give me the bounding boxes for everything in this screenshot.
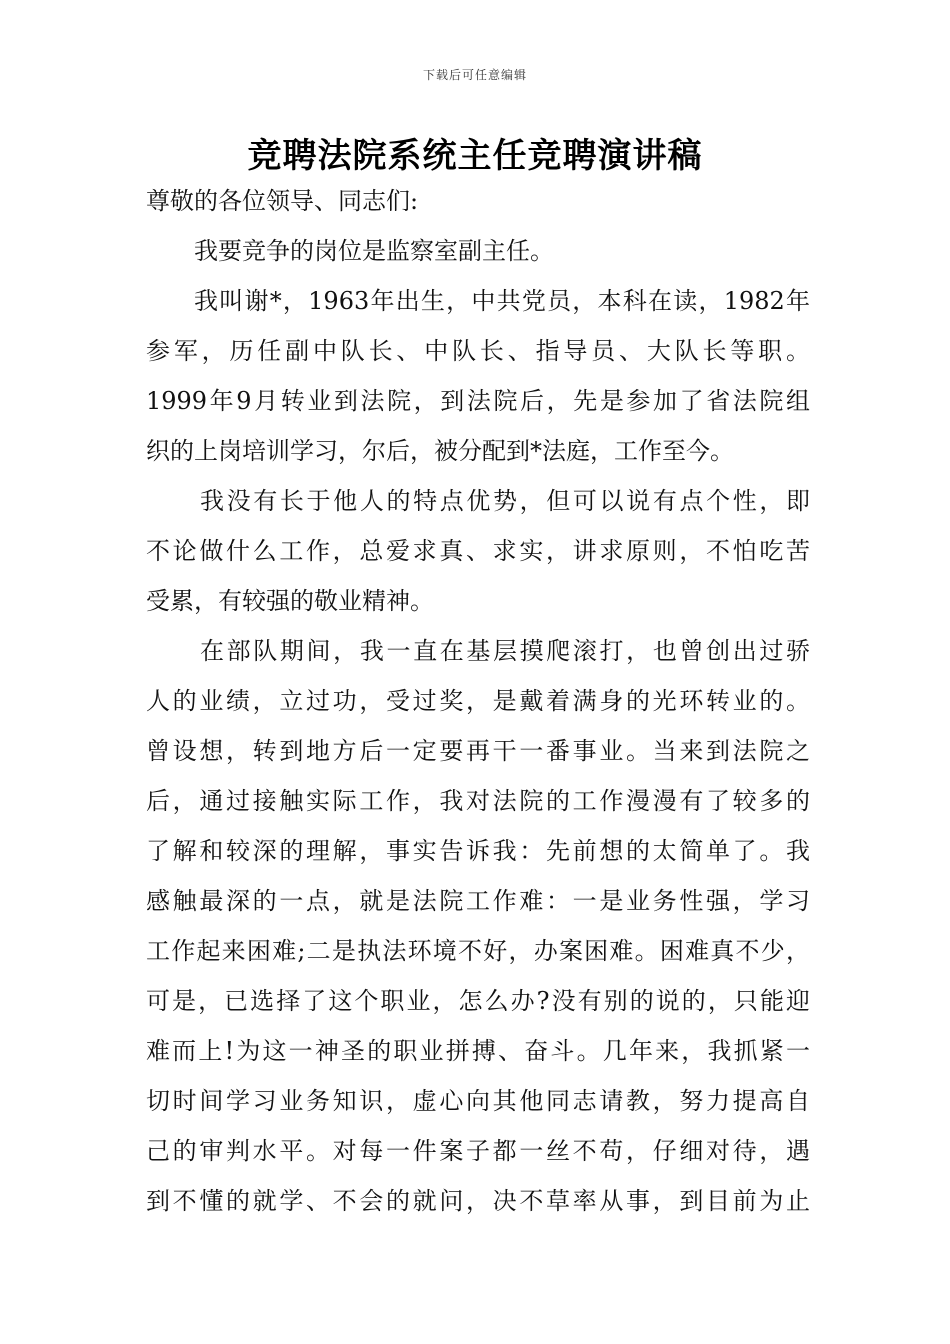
paragraph-line: 曾设想，转到地方后一定要再干一番事业。当来到法院之 (146, 737, 810, 765)
paragraph-line: 我要竞争的岗位是监察室副主任。 (194, 237, 554, 265)
paragraph-line: 1999年9月转业到法院，到法院后，先是参加了省法院组 (146, 387, 810, 415)
paragraph-line: 织的上岗培训学习，尔后，被分配到*法庭，工作至今。 (146, 437, 734, 465)
paragraph-line: 己的审判水平。对每一件案子都一丝不苟，仔细对待，遇 (146, 1137, 810, 1165)
paragraph-line: 后，通过接触实际工作，我对法院的工作漫漫有了较多的 (146, 787, 810, 815)
paragraph-line: 到不懂的就学、不会的就问，决不草率从事，到目前为止 (146, 1187, 810, 1215)
header-note: 下载后可任意编辑 (422, 68, 527, 82)
paragraph-line: 可是，已选择了这个职业，怎么办?没有别的说的，只能迎 (146, 987, 810, 1015)
paragraph-line: 了解和较深的理解，事实告诉我：先前想的太简单了。我 (146, 837, 810, 865)
paragraph-line: 感触最深的一点，就是法院工作难：一是业务性强，学习 (146, 887, 810, 915)
paragraph-line: 人的业绩，立过功，受过奖，是戴着满身的光环转业的。 (146, 687, 810, 715)
paragraph-line: 我没有长于他人的特点优势，但可以说有点个性，即 (200, 487, 810, 515)
paragraph-line: 受累，有较强的敬业精神。 (146, 587, 434, 615)
salutation-line: 尊敬的各位领导、同志们: (146, 187, 419, 215)
paragraph-line: 在部队期间，我一直在基层摸爬滚打，也曾创出过骄 (200, 637, 810, 665)
paragraph-line: 切时间学习业务知识，虚心向其他同志请教，努力提高自 (146, 1087, 810, 1115)
document-title: 竞聘法院系统主任竞聘演讲稿 (247, 136, 703, 176)
paragraph-line: 参军，历任副中队长、中队长、指导员、大队长等职。 (146, 337, 810, 365)
paragraph-line: 工作起来困难;二是执法环境不好，办案困难。困难真不少， (146, 937, 810, 965)
document-body (146, 178, 810, 1228)
paragraph-line: 难而上!为这一神圣的职业拼搏、奋斗。几年来，我抓紧一 (146, 1037, 810, 1065)
paragraph-line: 不论做什么工作，总爱求真、求实，讲求原则，不怕吃苦 (146, 537, 810, 565)
paragraph-line: 我叫谢*，1963年出生，中共党员，本科在读，1982年 (194, 287, 810, 315)
